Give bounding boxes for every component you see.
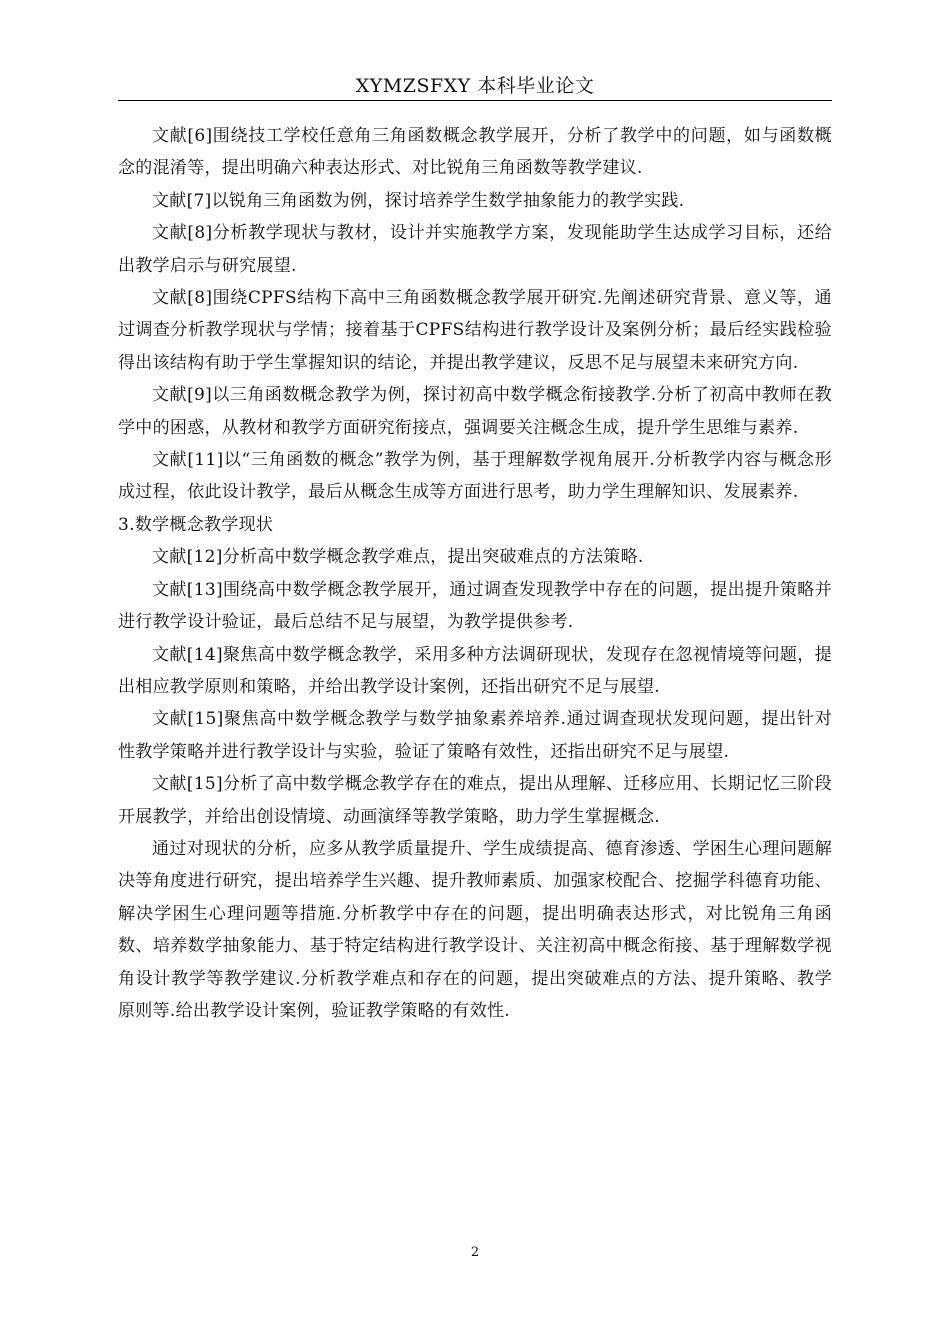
section-heading: 3.数学概念教学现状 bbox=[118, 514, 274, 535]
paragraph-ref-6: 文献[6]围绕技工学校任意角三角函数概念教学展开，分析了教学中的问题，如与函数概念的混淆等，提出明确六种表达形式、对比锐角三角函数等教学建议. bbox=[118, 126, 832, 179]
paragraph-ref-8b: 文献[8]围绕CPFS结构下高中三角函数概念教学展开研究.先阐述研究背景、意义等，通过调查分析教学现状与学情；接着基于CPFS结构进行教学设计及案例分析；最后经实践检验得出该结构有助于学生掌握知识的结论，并提出教学建议，反思不足与展望未来研究方向. bbox=[118, 288, 832, 373]
paragraph-ref-15b: 文献[15]分析了高中数学概念教学存在的难点，提出从理解、迁移应用、长期记忆三阶段开展教学，并给出创设情境、动画演绎等教学策略，助力学生掌握概念. bbox=[118, 774, 832, 827]
paragraph-ref-7: 文献[7]以锐角三角函数为例，探讨培养学生数学抽象能力的教学实践. bbox=[152, 190, 685, 211]
paragraph-ref-12: 文献[12]分析高中数学概念教学难点，提出突破难点的方法策略. bbox=[152, 547, 644, 568]
paragraph-ref-11: 文献[11]以“三角函数的概念”教学为例，基于理解数学视角展开.分析教学内容与概念形成过程，依此设计教学，最后从概念生成等方面进行思考，助力学生理解知识、发展素养. bbox=[118, 450, 832, 503]
paragraph-ref-13: 文献[13]围绕高中数学概念教学展开，通过调查发现教学中存在的问题，提出提升策略并进行教学设计验证，最后总结不足与展望，为教学提供参考. bbox=[118, 579, 832, 633]
header-divider bbox=[118, 100, 832, 101]
body-text bbox=[118, 120, 832, 1027]
paragraph-ref-15a: 文献[15]聚焦高中数学概念教学与数学抽象素养培养.通过调查现状发现问题，提出针对性教学策略并进行教学设计与实验，验证了策略有效性，还指出研究不足与展望. bbox=[118, 709, 832, 762]
page-number: 2 bbox=[470, 1245, 480, 1260]
running-header: XYMZSFXY 本科毕业论文 bbox=[355, 75, 595, 97]
paragraph-ref-8a: 文献[8]分析教学现状与教材，设计并实施教学方案，发现能助学生达成学习目标，还给出教学启示与研究展望. bbox=[118, 223, 832, 276]
paragraph-ref-14: 文献[14]聚焦高中数学概念教学，采用多种方法调研现状，发现存在忽视情境等问题，提出相应教学原则和策略，并给出教学设计案例，还指出研究不足与展望. bbox=[118, 644, 832, 697]
paragraph-summary: 通过对现状的分析，应多从教学质量提升、学生成绩提高、德育渗透、学困生心理问题解决等角度进行研究，提出培养学生兴趣、提升教师素质、加强家校配合、挖掘学科德育功能、解决学困生心理问题等措施.分析教学中存在的问题，提出明确表达形式，对比锐角三角函数、培养数学抽象能力、基于特定结构进行教学设计、关注初高中概念衔接、基于理解数学视角设计教学等教学建议.分析教学难点和存在的问题，提出突破难点的方法、提升策略、教学原则等.给出教学设计案例，验证教学策略的有效性. bbox=[118, 838, 832, 1021]
paragraph-ref-9: 文献[9]以三角函数概念教学为例，探讨初高中数学概念衔接教学.分析了初高中教师在教学中的困惑，从教材和教学方面研究衔接点，强调要关注概念生成，提升学生思维与素养. bbox=[118, 385, 832, 438]
